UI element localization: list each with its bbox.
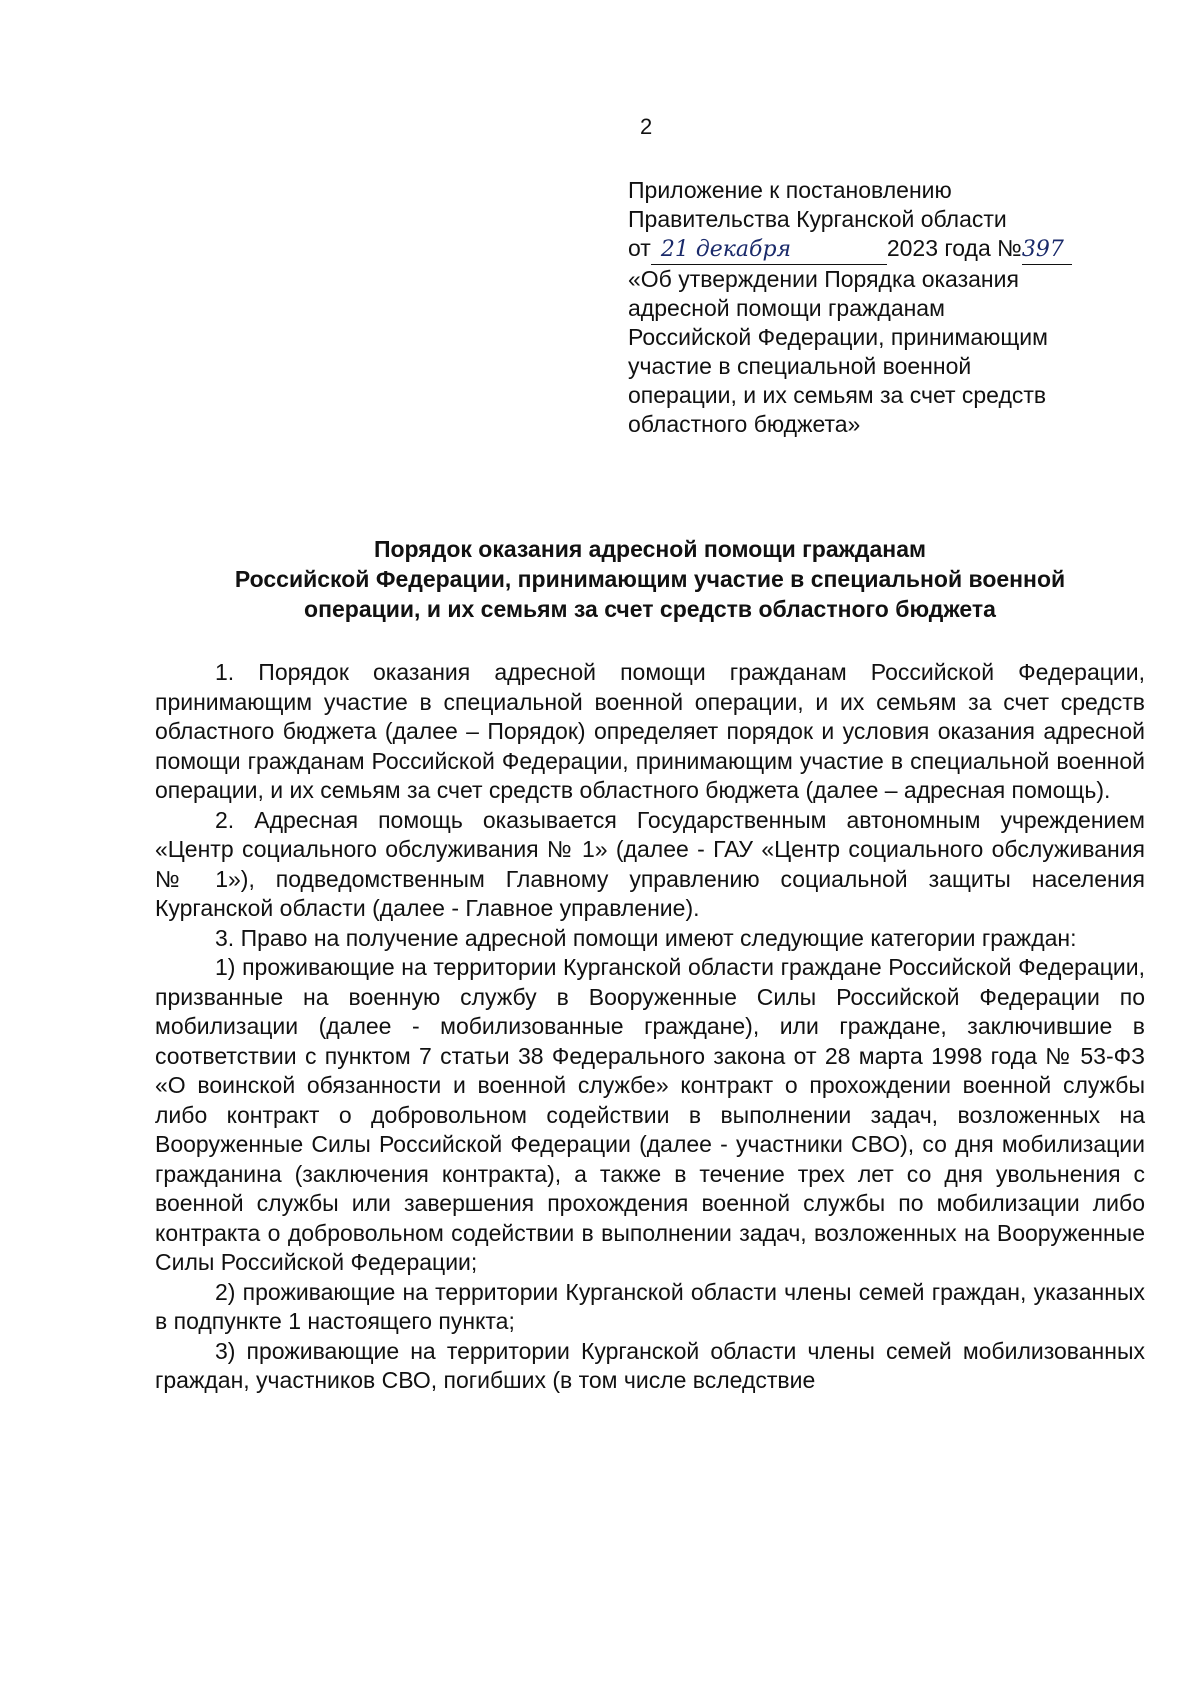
appendix-line-1: Приложение к постановлению (628, 177, 952, 203)
title-line-3: операции, и их семьям за счет средств областного бюджета (304, 596, 996, 622)
paragraph-1: 1. Порядок оказания адресной помощи гражданам Российской Федерации, принимающим участие в специальной военной операции, и их семьям за счет средств областного бюджета (далее – Порядок) определяет порядок и условия оказания адресной помощи гражданам Российской Федерации, принимающим участие в специальной военной операции, и их семьям за счет средств областного бюджета (далее – адресная помощь). (155, 659, 1145, 803)
handwritten-date: 21 декабря (651, 235, 887, 265)
paragraph-3: 3. Право на получение адресной помощи имеют следующие категории граждан: (215, 924, 1077, 951)
date-prefix: от (628, 235, 651, 261)
paragraph-3-3: 3) проживающие на территории Курганской области члены семей мобилизованных граждан, участников СВО, погибших (в том числе вследствие (155, 1337, 1145, 1393)
document-title (150, 534, 1150, 624)
document-body (155, 658, 1145, 1396)
handwritten-number: 397 (1022, 235, 1072, 265)
page-number: 2 (640, 114, 653, 139)
appendix-line-5: адресной помощи гражданам (628, 295, 945, 321)
appendix-line-2: Правительства Курганской области (628, 206, 1007, 232)
appendix-line-8: операции, и их семьям за счет средств (628, 382, 1047, 408)
paragraph-3-1: 1) проживающие на территории Курганской области граждане Российской Федерации, призванные на военную службу в Вооруженные Силы Российской Федерации по мобилизации (далее - мобилизованные граждане), или граждане, заключившие в соответствии с пунктом 7 статьи 38 Федерального закона от 28 марта 1998 года № 53-ФЗ «О воинской обязанности и военной службе» контракт о прохождении военной службы либо контракт о добровольном содействии в выполнении задач, возложенных на Вооруженные Силы Российской Федерации (далее - участники СВО), со дня мобилизации гражданина (заключения контракта), а также в течение трех лет со дня увольнения с военной службы или завершения прохождения военной службы по мобилизации либо контракта о добровольном содействии в выполнении задач, возложенных на Вооруженные Силы Российской Федерации; (155, 954, 1145, 1275)
appendix-block (628, 176, 1128, 439)
title-line-1: Порядок оказания адресной помощи гражданам (373, 536, 927, 562)
paragraph-2: 2. Адресная помощь оказывается Государственным автономным учреждением «Центр социального обслуживания № 1» (далее - ГАУ «Центр социального обслуживания № 1»), подведомственным Главному управлению социальной защиты населения Курганской области (далее - Главное управление). (155, 806, 1145, 921)
appendix-line-4: «Об утверждении Порядка оказания (628, 266, 1019, 292)
appendix-line-6: Российской Федерации, принимающим (628, 324, 1048, 350)
title-line-2: Российской Федерации, принимающим участие в специальной военной (234, 566, 1066, 592)
paragraph-3-2: 2) проживающие на территории Курганской области члены семей граждан, указанных в подпункте 1 настоящего пункта; (155, 1278, 1145, 1334)
appendix-line-7: участие в специальной военной (628, 353, 972, 379)
appendix-date-line (628, 234, 1128, 265)
appendix-line-9: областного бюджета» (628, 411, 861, 437)
year-text: 2023 года № (886, 235, 1022, 261)
